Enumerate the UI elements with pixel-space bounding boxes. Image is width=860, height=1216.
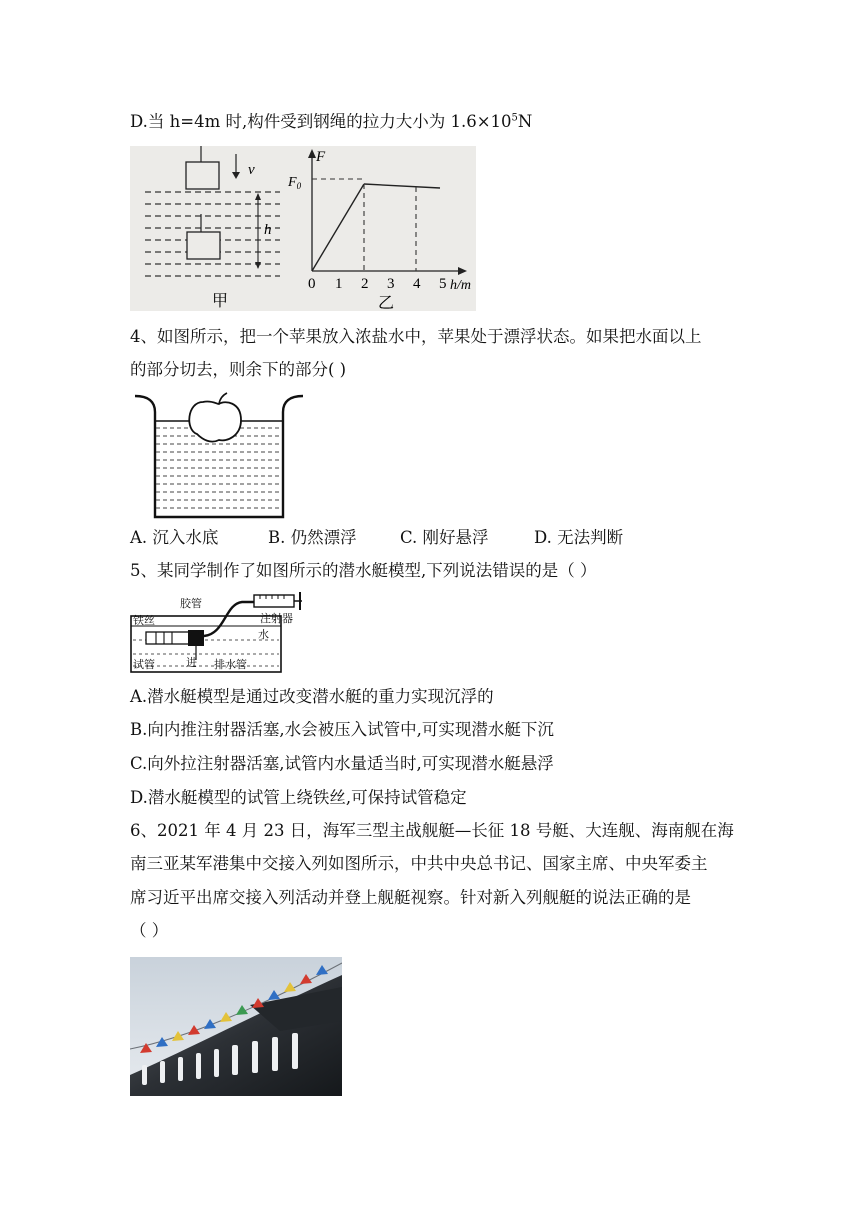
q6-stem-line-4: （ ）	[130, 921, 169, 940]
q4-option-d: D. 无法判断	[534, 528, 624, 547]
svg-text:3: 3	[387, 276, 395, 292]
apple	[189, 401, 241, 441]
q4-option-c: C. 刚好悬浮	[400, 528, 489, 547]
label-syringe: 注射器	[260, 612, 293, 625]
label-drain: 排水管	[214, 658, 247, 671]
svg-text:1: 1	[335, 276, 343, 292]
q6-stem-line-3: 席习近平出席交接入列活动并登上舰艇视察。针对新入列舰艇的说法正确的是	[130, 888, 691, 907]
q6-stem-line-2: 南三亚某军港集中交接入列如图所示，中共中央总书记、国家主席、中央军委主	[130, 854, 708, 873]
q5-option-a: A.潜水艇模型是通过改变潜水艇的重力实现沉浮的	[130, 687, 494, 706]
svg-text:0: 0	[308, 276, 316, 292]
q4-options	[130, 527, 623, 549]
y-axis-label: F	[316, 149, 326, 165]
depth-label: h	[264, 222, 272, 238]
q5-figure	[130, 590, 302, 676]
q3-figure	[130, 146, 476, 311]
q4-option-a: A. 沉入水底	[130, 528, 219, 547]
svg-text:2: 2	[361, 276, 369, 292]
q6-photo	[130, 957, 342, 1096]
q4-stem-line-1: 4、如图所示，把一个苹果放入浓盐水中，苹果处于漂浮状态。如果把水面以上	[130, 327, 702, 346]
x-axis-label: h/m	[450, 278, 471, 293]
label-water: 水	[258, 628, 269, 641]
q5-option-c: C.向外拉注射器活塞,试管内水量适当时,可实现潜水艇悬浮	[130, 754, 554, 773]
q5-option-d: D.潜水艇模型的试管上绕铁丝,可保持试管稳定	[130, 788, 467, 807]
label-in: 进	[186, 656, 197, 669]
q3-option-d: D.当 h=4m 时,构件受到钢绳的拉力大小为 $1.6\times 10^5N$	[130, 112, 533, 131]
stopper	[188, 630, 204, 646]
figure-background	[130, 146, 476, 311]
q4-figure	[133, 390, 305, 520]
caption-right: 乙	[378, 293, 395, 311]
svg-text:5: 5	[439, 276, 447, 292]
q4-option-b: B. 仍然漂浮	[268, 528, 357, 547]
label-test-tube: 试管	[133, 658, 155, 671]
q4-stem-line-2: 的部分切去，则余下的部分( )	[130, 360, 347, 379]
q5-option-b: B.向内推注射器活塞,水会被压入试管中,可实现潜水艇下沉	[130, 720, 554, 739]
svg-text:4: 4	[413, 276, 421, 292]
rubber-tube	[204, 602, 254, 636]
label-tube: 胶管	[180, 597, 202, 610]
f0-label: $F_0$	[288, 175, 302, 191]
q6-stem-line-1: 6、2021 年 4 月 23 日，海军三型主战舰艇—长征 18 号艇、大连舰、海南舰在海	[130, 821, 734, 840]
q5-stem: 5、某同学制作了如图所示的潜水艇模型,下列说法错误的是（ ）	[130, 561, 597, 580]
velocity-label: v	[248, 162, 255, 178]
component-bottom	[187, 232, 220, 259]
test-tube	[146, 632, 194, 644]
component-top	[186, 162, 219, 189]
label-wire: 铁丝	[133, 614, 155, 627]
caption-left: 甲	[212, 291, 229, 310]
